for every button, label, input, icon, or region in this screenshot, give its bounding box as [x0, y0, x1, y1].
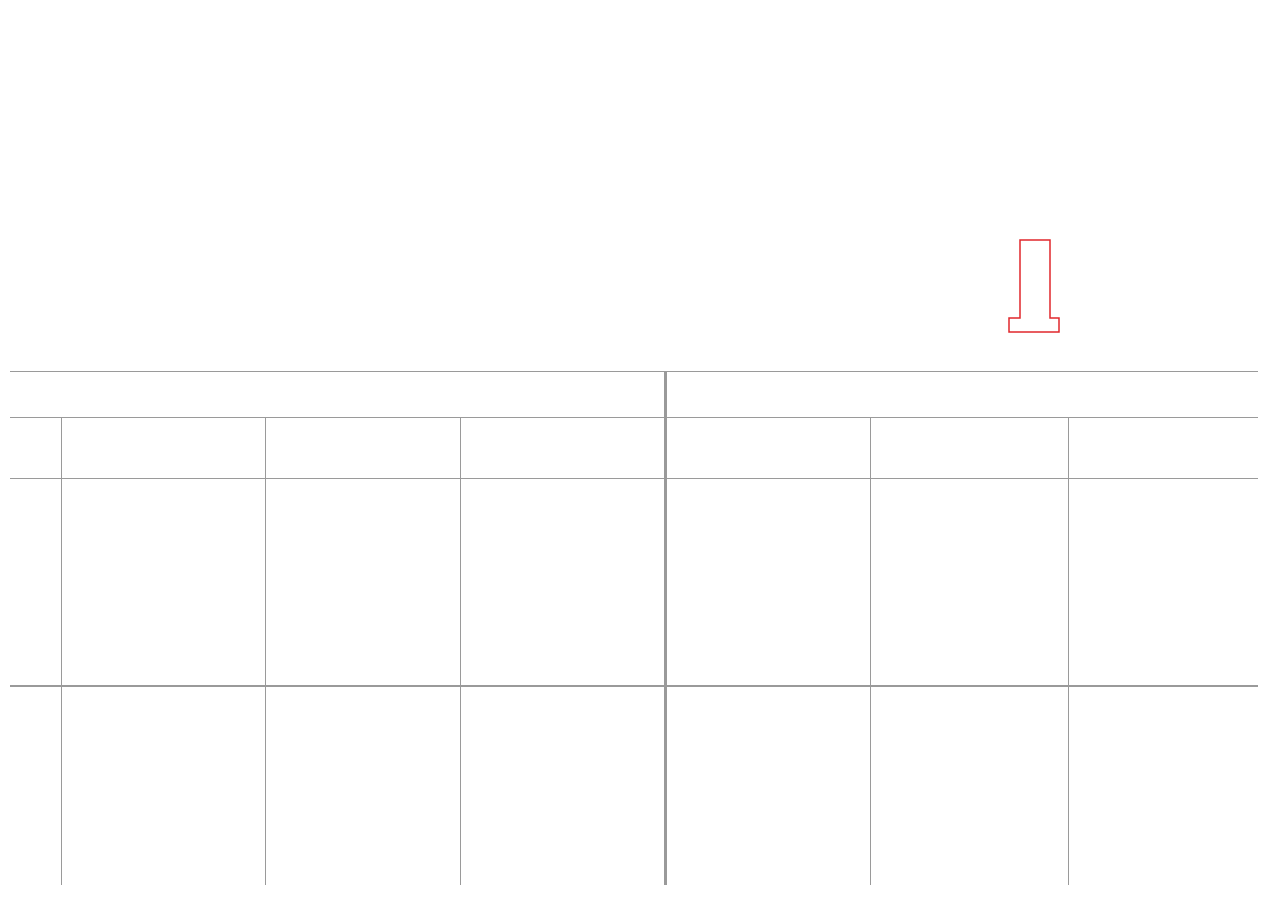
- table-group-divider: [664, 371, 667, 885]
- table-top-border: [10, 371, 1258, 372]
- table-col-line: [1068, 417, 1069, 885]
- table-col-line: [870, 417, 871, 885]
- table-col-line: [61, 417, 62, 885]
- table-header-border: [10, 478, 1258, 479]
- table-row-border: [10, 685, 1258, 687]
- table-col-line: [265, 417, 266, 885]
- table-col-line: [460, 417, 461, 885]
- table-group-border: [10, 417, 1258, 418]
- stand-part-illustration: [1004, 238, 1064, 340]
